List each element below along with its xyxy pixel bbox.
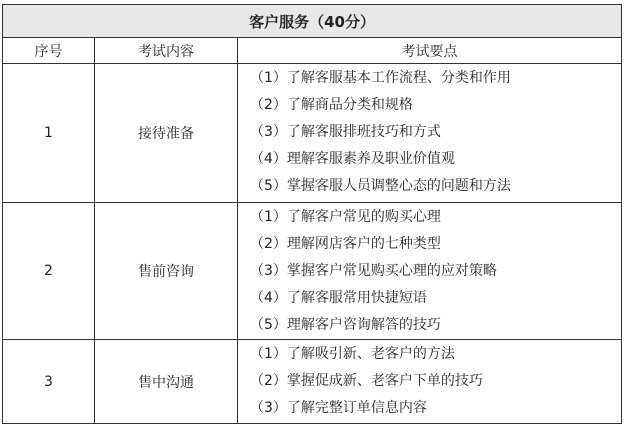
point-item: （1）了解客户常见的购买心理 — [250, 209, 441, 225]
table-title: 客户服务（40分） — [3, 5, 622, 38]
point-item: （3）了解完整订单信息内容 — [250, 400, 427, 416]
point-item: （2）了解商品分类和规格 — [250, 97, 413, 113]
point-item: （2）掌握促成新、老客户下单的技巧 — [250, 373, 483, 389]
table-row — [3, 64, 622, 203]
header-points: 考试要点 — [238, 38, 622, 64]
header-number: 序号 — [3, 38, 95, 64]
row-number: 2 — [3, 203, 95, 340]
point-item: （4）了解客服常用快捷短语 — [250, 290, 427, 306]
title-row — [3, 5, 622, 38]
exam-outline-table — [2, 4, 622, 424]
point-item: （1）了解客服基本工作流程、分类和作用 — [250, 70, 511, 86]
header-row — [3, 38, 622, 64]
row-number: 1 — [3, 64, 95, 203]
row-points — [238, 340, 622, 424]
table-row — [3, 340, 622, 424]
point-item: （3）掌握客户常见购买心理的应对策略 — [250, 263, 497, 279]
row-points — [238, 203, 622, 340]
point-item: （3）了解客服排班技巧和方式 — [250, 124, 441, 140]
point-item: （5）掌握客服人员调整心态的问题和方法 — [250, 178, 511, 194]
header-content: 考试内容 — [95, 38, 238, 64]
point-item: （2）理解网店客户的七种类型 — [250, 236, 441, 252]
point-item: （5）理解客户咨询解答的技巧 — [250, 317, 441, 333]
point-item: （4）理解客服素养及职业价值观 — [250, 151, 455, 167]
row-content: 接待准备 — [95, 64, 238, 203]
table-row — [3, 203, 622, 340]
row-points — [238, 64, 622, 203]
row-number: 3 — [3, 340, 95, 424]
row-content: 售前咨询 — [95, 203, 238, 340]
point-item: （1）了解吸引新、老客户的方法 — [250, 346, 455, 362]
row-content: 售中沟通 — [95, 340, 238, 424]
